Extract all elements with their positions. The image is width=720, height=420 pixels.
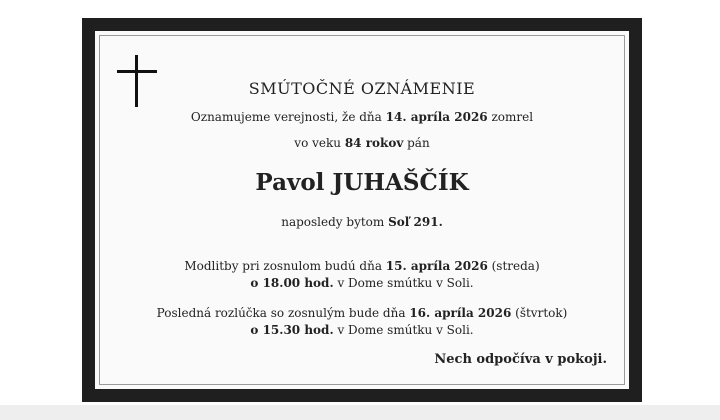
farewell-time: o 15.30 hod. [250, 323, 334, 337]
closing-blessing: Nech odpočíva v pokoji. [434, 352, 607, 367]
residence-line: naposledy bytom Soľ 291. [281, 215, 443, 229]
farewell-line: Posledná rozlúčka so zosnulým bude dňa 16. apríla 2026 (štvrtok) [156, 306, 568, 320]
residence-place: Soľ 291. [388, 215, 443, 229]
death-date: 14. apríla 2026 [385, 110, 488, 124]
obituary-card [82, 18, 642, 402]
prayers-line: Modlitby pri zosnulom budú dňa 15. apríla 2026 (streda) [184, 259, 540, 273]
age-line: vo veku 84 rokov pán [294, 136, 430, 150]
age: 84 rokov [344, 136, 404, 150]
deceased-name: Pavol JUHAŠČÍK [255, 169, 469, 196]
announcement-line: Oznamujeme verejnosti, že dňa 14. apríla 2026 zomrel [190, 110, 534, 124]
prayers-date: 15. apríla 2026 [385, 259, 488, 273]
farewell-time-line: o 15.30 hod. v Dome smútku v Soli. [250, 323, 474, 337]
notice-title: SMÚTOČNÉ OZNÁMENIE [248, 79, 476, 98]
farewell-date: 16. apríla 2026 [409, 306, 512, 320]
obituary-inner-panel [95, 31, 629, 389]
prayers-time-line: o 18.00 hod. v Dome smútku v Soli. [250, 276, 474, 290]
page-bottom-shade [0, 405, 720, 420]
prayers-time: o 18.00 hod. [250, 276, 334, 290]
